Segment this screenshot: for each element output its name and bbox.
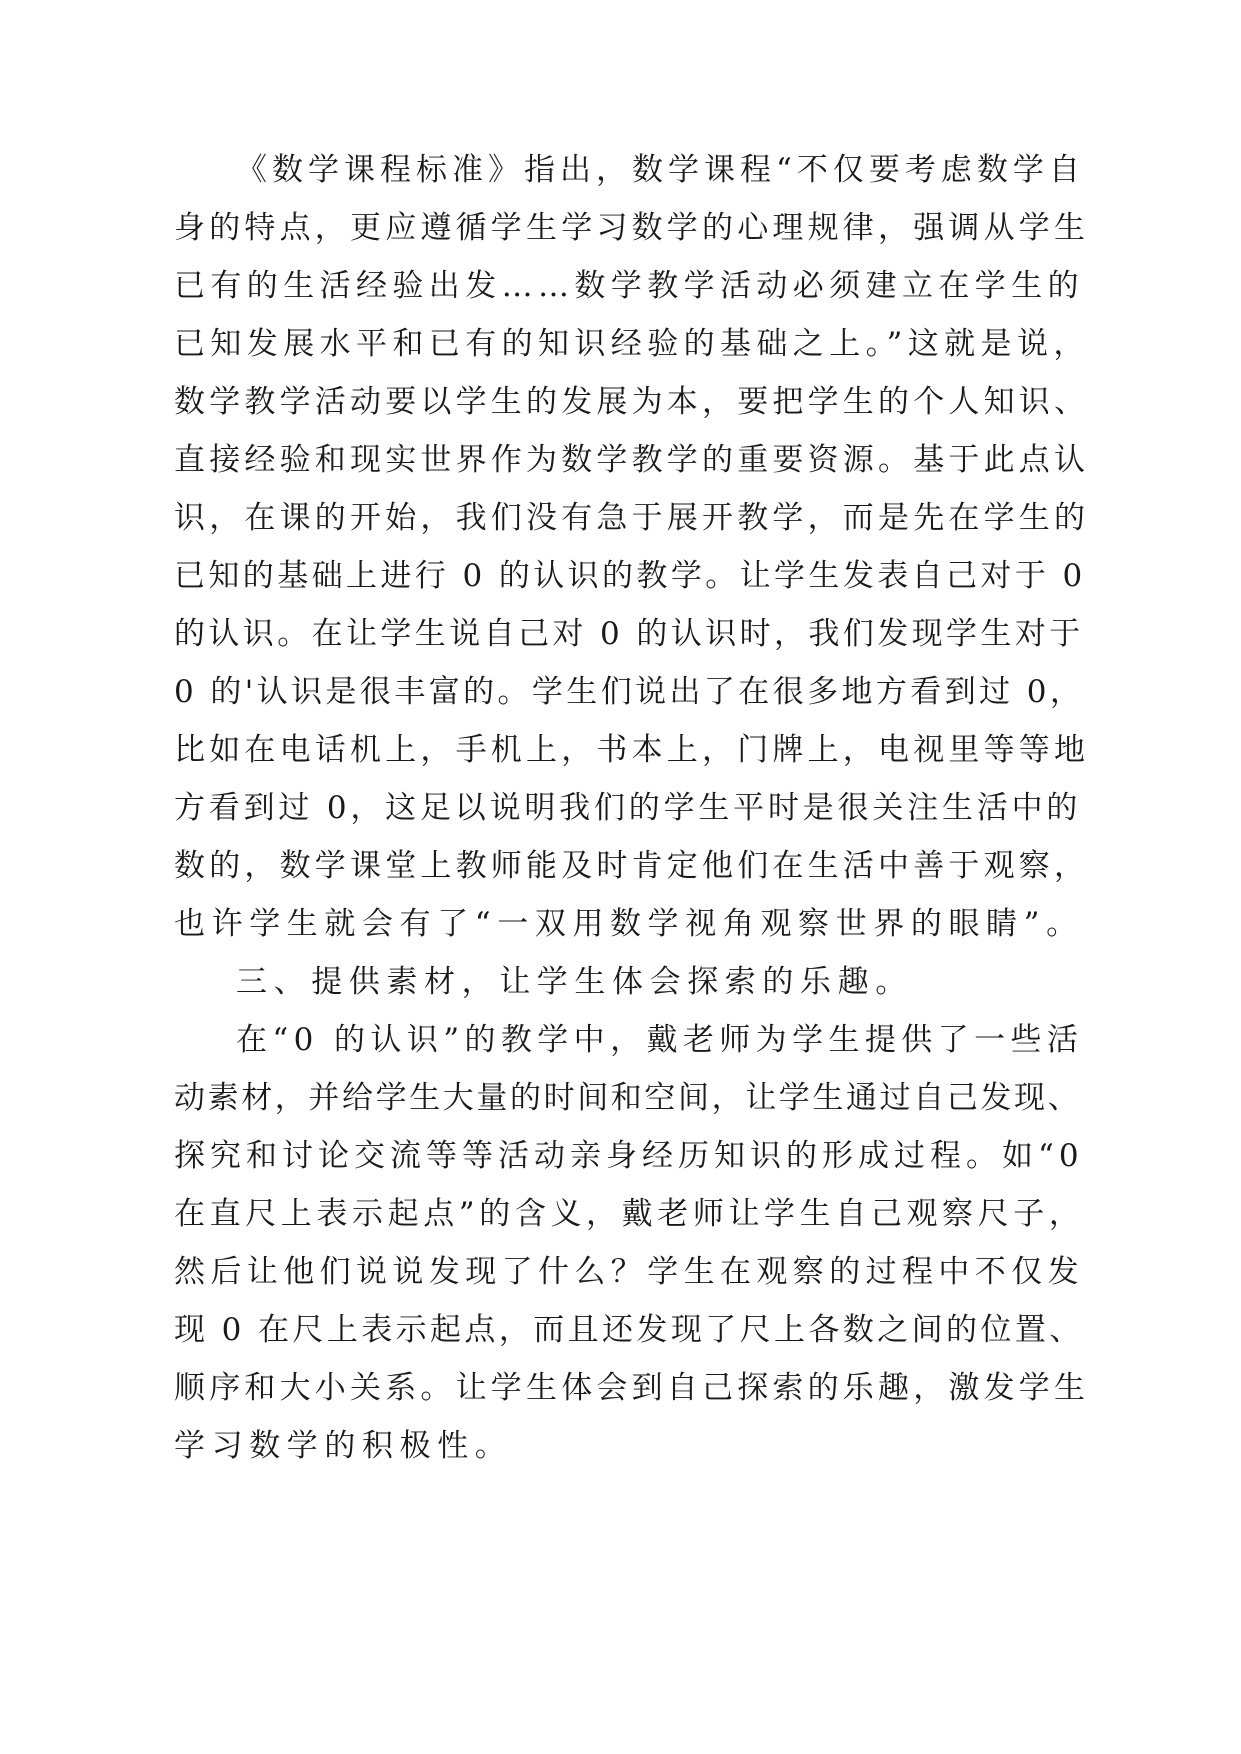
paragraph-2-line-6: 现 0 在尺上表示起点，而且还发现了尺上各数之间的位置、 (174, 1312, 1084, 1348)
paragraph-1-line-11: 比如在电话机上，手机上，书本上，门牌上，电视里等等地 (174, 732, 1090, 768)
paragraph-2-line-4: 在直尺上表示起点”的含义，戴老师让学生自己观察尺子， (174, 1196, 1085, 1232)
paragraph-2-line-1: 在“0 的认识”的教学中，戴老师为学生提供了一些活 (236, 1022, 1084, 1058)
paragraph-1-line-1: 《数学课程标准》指出，数学课程“不仅要考虑数学自 (236, 152, 1085, 188)
paragraph-1-line-5: 数学教学活动要以学生的发展为本，要把学生的个人知识、 (174, 384, 1090, 420)
section-heading: 三、提供素材，让学生体会探索的乐趣。 (236, 964, 913, 1000)
paragraph-2-line-7: 顺序和大小关系。让学生体会到自己探索的乐趣，激发学生 (174, 1370, 1090, 1406)
paragraph-1-line-6: 直接经验和现实世界作为数学教学的重要资源。基于此点认 (174, 442, 1090, 478)
paragraph-2-line-8: 学习数学的积极性。 (174, 1428, 513, 1464)
paragraph-1-line-8: 已知的基础上进行 0 的认识的教学。让学生发表自己对于 0 (174, 558, 1086, 594)
paragraph-1-line-3: 已有的生活经验出发……数学教学活动必须建立在学生的 (174, 268, 1084, 304)
paragraph-1-line-14: 也许学生就会有了“一双用数学视角观察世界的眼睛”。 (174, 906, 1084, 942)
paragraph-1-line-12: 方看到过 0，这足以说明我们的学生平时是很关注生活中的 (174, 790, 1082, 826)
paragraph-1-line-9: 的认识。在让学生说自己对 0 的认识时，我们发现学生对于 (174, 616, 1084, 652)
paragraph-1-line-4: 已知发展水平和已有的知识经验的基础之上。”这就是说， (174, 326, 1090, 362)
paragraph-2-line-5: 然后让他们说说发现了什么？学生在观察的过程中不仅发 (174, 1254, 1084, 1290)
paragraph-2-line-2: 动素材，并给学生大量的时间和空间，让学生通过自己发现、 (174, 1080, 1082, 1116)
paragraph-1-line-7: 识，在课的开始，我们没有急于展开教学，而是先在学生的 (174, 500, 1090, 536)
paragraph-2-line-3: 探究和讨论交流等等活动亲身经历知识的形成过程。如“0 (174, 1138, 1084, 1174)
paragraph-1-line-2: 身的特点，更应遵循学生学习数学的心理规律，强调从学生 (174, 210, 1090, 246)
paragraph-1-line-10: 0 的'认识是很丰富的。学生们说出了在很多地方看到过 0， (174, 674, 1085, 710)
paragraph-1-line-13: 数的，数学课堂上教师能及时肯定他们在生活中善于观察， (174, 848, 1090, 884)
